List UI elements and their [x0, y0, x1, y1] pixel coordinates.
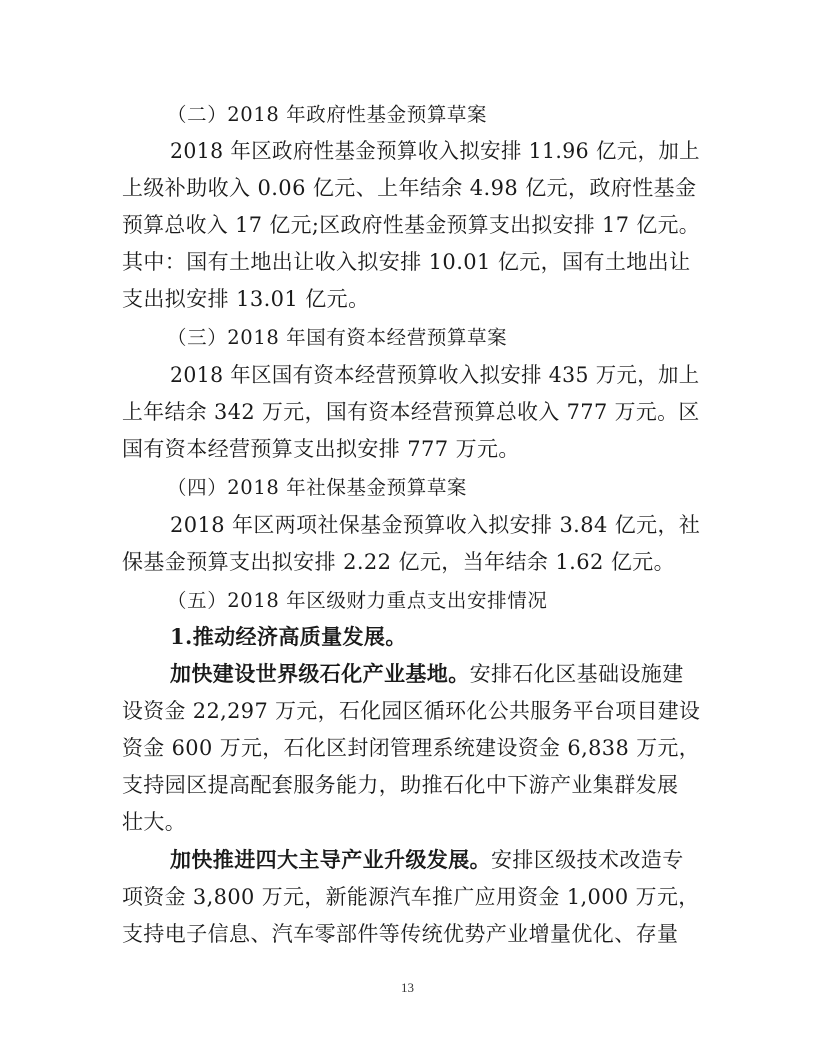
section-heading-2: （二）2018 年政府性基金预算草案	[167, 103, 488, 126]
section-heading-4: （四）2018 年社保基金预算草案	[167, 476, 468, 499]
body-text: 安排石化区基础设施建	[469, 662, 684, 686]
body-line: 资金 600 万元，石化区封闭管理系统建设资金 6,838 万元，	[122, 736, 701, 760]
body-line: 国有资本经营预算支出拟安排 777 万元。	[122, 437, 520, 461]
body-line: 壮大。	[122, 810, 187, 834]
body-line: 支出拟安排 13.01 亿元。	[122, 287, 370, 311]
body-line	[170, 659, 684, 689]
body-line: 2018 年区政府性基金预算收入拟安排 11.96 亿元，加上	[170, 139, 701, 163]
section-heading-5: （五）2018 年区级财力重点支出安排情况	[167, 589, 548, 612]
body-line: 支持园区提高配套服务能力，助推石化中下游产业集群发展	[122, 773, 679, 797]
body-line: 保基金预算支出拟安排 2.22 亿元，当年结余 1.62 亿元。	[122, 550, 676, 574]
body-text: 安排区级技术改造专	[491, 848, 684, 872]
body-line: 上年结余 342 万元，国有资本经营预算总收入 777 万元。区	[122, 400, 700, 424]
body-line: 设资金 22,297 万元，石化园区循环化公共服务平台项目建设	[122, 699, 701, 723]
body-line: 项资金 3,800 万元，新能源汽车推广应用资金 1,000 万元，	[122, 885, 700, 909]
bold-lead-text: 加快推进四大主导产业升级发展。	[170, 847, 491, 872]
body-line: 支持电子信息、汽车零部件等传统优势产业增量优化、存量	[122, 922, 679, 946]
bold-lead-text: 加快建设世界级石化产业基地。	[170, 661, 470, 686]
body-line: 2018 年区两项社保基金预算收入拟安排 3.84 亿元，社	[170, 513, 701, 537]
body-line: 2018 年区国有资本经营预算收入拟安排 435 万元，加上	[170, 363, 700, 387]
body-line: 其中：国有土地出让收入拟安排 10.01 亿元，国有土地出让	[122, 250, 691, 274]
body-line	[170, 845, 684, 875]
subheading-1: 1.推动经济高质量发展。	[170, 624, 407, 649]
body-line: 上级补助收入 0.06 亿元、上年结余 4.98 亿元，政府性基金	[122, 176, 697, 200]
body-line: 预算总收入 17 亿元;区政府性基金预算支出拟安排 17 亿元。	[122, 213, 701, 237]
page-number: 13	[401, 980, 414, 995]
section-heading-3: （三）2018 年国有资本经营预算草案	[167, 326, 508, 349]
